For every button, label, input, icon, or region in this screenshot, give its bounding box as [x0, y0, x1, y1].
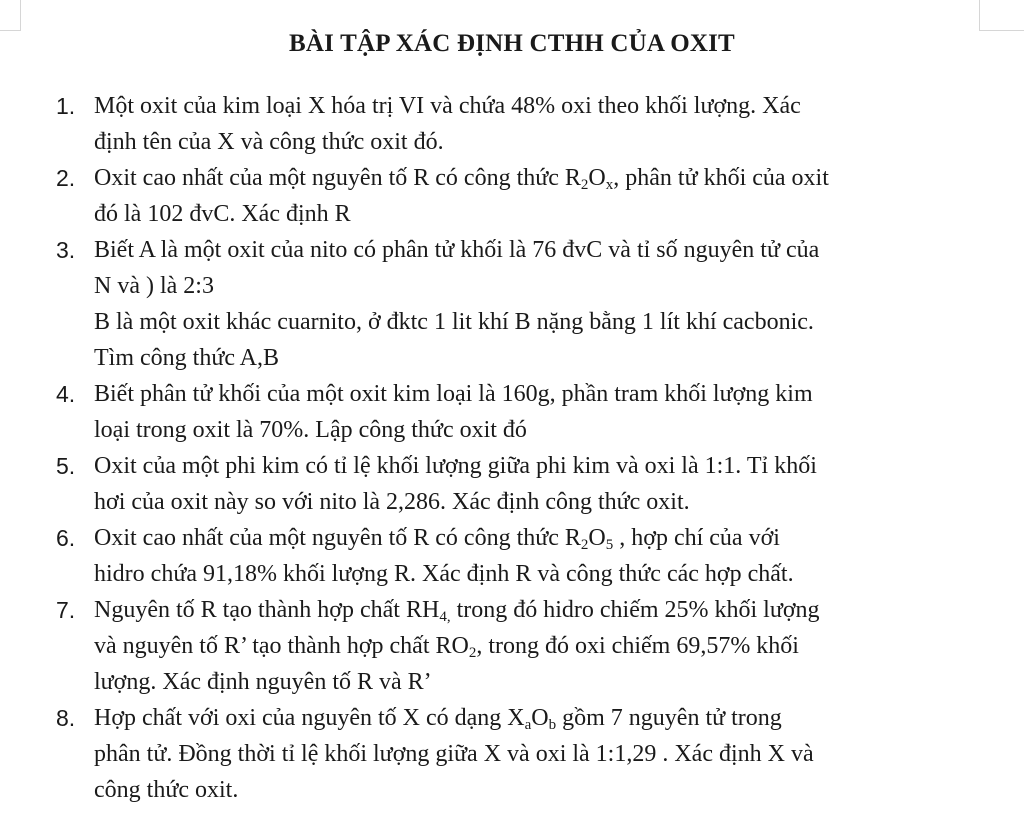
exercise-text-segment: Biết A là một oxit của nito có phân tử khối là 76 đvC và tỉ số nguyên tử của — [94, 237, 820, 263]
exercise-text-segment: định tên của X và công thức oxit đó. — [94, 129, 444, 155]
exercise-number: 4. — [56, 381, 76, 407]
exercise-item — [56, 700, 986, 808]
exercise-text-segment: N và ) là 2:3 — [94, 273, 214, 299]
exercise-number: 8. — [56, 705, 76, 731]
exercise-text-segment: B là một oxit khác cuarnito, ở đktc 1 lit khí B nặng bằng 1 lít khí cacbonic. — [94, 309, 814, 335]
exercise-item — [56, 520, 986, 592]
exercise-number: 7. — [56, 597, 76, 623]
exercise-text — [94, 705, 814, 803]
page-corner-mark-right — [979, 0, 1024, 31]
exercise-text-segment: , hợp chí của với — [613, 525, 780, 551]
subscript: 5 — [605, 537, 614, 553]
exercise-text — [94, 93, 801, 155]
exercise-text-segment: gồm 7 nguyên tử trong — [556, 705, 782, 731]
exercise-text-segment: loại trong oxit là 70%. Lập công thức oxit đó — [94, 417, 527, 443]
exercise-number: 6. — [56, 525, 76, 551]
exercise-text — [94, 525, 794, 587]
exercise-text-segment: Hợp chất với oxi của nguyên tố X có dạng X — [94, 705, 525, 731]
subscript: 2 — [580, 537, 589, 553]
exercise-text-segment: O — [588, 165, 606, 191]
exercise-item — [56, 592, 986, 700]
exercise-text — [94, 237, 819, 371]
exercise-text-segment: và nguyên tố R’ tạo thành hợp chất RO — [94, 633, 469, 659]
exercise-list — [56, 88, 986, 808]
document-title: BÀI TẬP XÁC ĐỊNH CTHH CỦA OXIT — [289, 30, 735, 57]
page-corner-mark-left — [0, 0, 21, 31]
exercise-text-segment: Oxit cao nhất của một nguyên tố R có công thức R — [94, 165, 581, 191]
exercise-number: 3. — [56, 237, 76, 263]
exercise-text-segment: Oxit của một phi kim có tỉ lệ khối lượng giữa phi kim và oxi là 1:1. Tỉ khối — [94, 453, 817, 479]
exercise-text-segment: lượng. Xác định nguyên tố R và R’ — [94, 669, 432, 695]
exercise-text — [94, 165, 829, 227]
exercise-text-segment: Một oxit của kim loại X hóa trị VI và chứa 48% oxi theo khối lượng. Xác — [94, 93, 801, 119]
exercise-number: 5. — [56, 453, 76, 479]
exercise-text — [94, 381, 813, 443]
exercise-text-segment: , trong đó oxi chiếm 69,57% khối — [476, 633, 799, 659]
exercise-text-segment: hơi của oxit này so với nito là 2,286. Xác định công thức oxit. — [94, 489, 690, 515]
exercise-text-segment: , phân tử khối của oxit — [613, 165, 829, 191]
exercise-text-segment: hidro chứa 91,18% khối lượng R. Xác định R và công thức các hợp chất. — [94, 561, 794, 587]
exercise-item — [56, 88, 986, 160]
subscript: 4, — [439, 609, 451, 625]
exercise-text-segment: Oxit cao nhất của một nguyên tố R có công thức R — [94, 525, 581, 551]
subscript: 2 — [580, 177, 589, 193]
exercise-text-segment: O — [588, 525, 606, 551]
exercise-number: 1. — [56, 93, 76, 119]
exercise-number: 2. — [56, 165, 76, 191]
subscript: a — [524, 717, 532, 733]
subscript: b — [548, 717, 557, 733]
subscript: 2 — [468, 645, 477, 661]
exercise-text-segment: Biết phân tử khối của một oxit kim loại là 160g, phần tram khối lượng kim — [94, 381, 813, 407]
exercise-text-segment: phân tử. Đồng thời tỉ lệ khối lượng giữa X và oxi là 1:1,29 . Xác định X và — [94, 741, 814, 767]
subscript: x — [605, 177, 614, 193]
exercise-text-segment: đó là 102 đvC. Xác định R — [94, 201, 351, 227]
exercise-item — [56, 376, 986, 448]
exercise-text-segment: O — [531, 705, 549, 731]
exercise-item — [56, 448, 986, 520]
exercise-text-segment: trong đó hidro chiếm 25% khối lượng — [450, 597, 820, 623]
exercise-text-segment: Nguyên tố R tạo thành hợp chất RH — [94, 597, 440, 623]
exercise-text-segment: Tìm công thức A,B — [94, 345, 279, 371]
exercise-text — [94, 597, 820, 695]
exercise-item — [56, 160, 986, 232]
exercise-item — [56, 232, 986, 376]
exercise-text — [94, 453, 817, 515]
exercise-text-segment: công thức oxit. — [94, 777, 239, 803]
